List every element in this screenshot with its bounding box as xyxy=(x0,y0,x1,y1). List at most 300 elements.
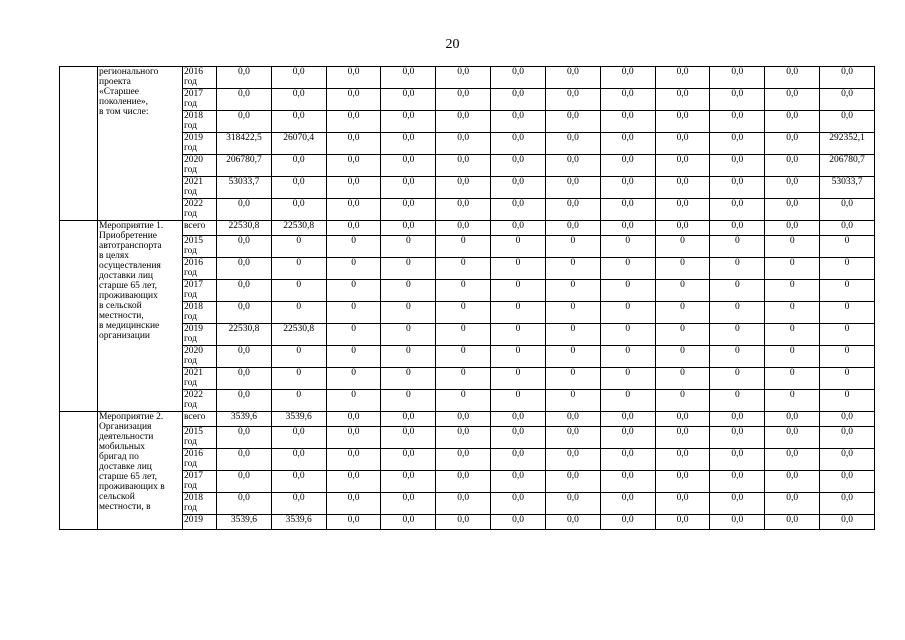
value-cell: 0,0 xyxy=(600,427,655,449)
value-cell: 0,0 xyxy=(436,67,491,89)
value-cell: 0,0 xyxy=(600,89,655,111)
value-cell: 0 xyxy=(655,302,710,324)
year-cell: 2017 год xyxy=(183,280,217,302)
value-cell: 0,0 xyxy=(271,89,326,111)
value-cell: 0,0 xyxy=(545,221,600,236)
value-cell: 0,0 xyxy=(600,493,655,515)
value-cell: 0,0 xyxy=(545,449,600,471)
value-cell: 0 xyxy=(655,346,710,368)
value-cell: 0 xyxy=(765,368,820,390)
value-cell: 0,0 xyxy=(491,199,546,221)
value-cell: 22530,8 xyxy=(217,221,272,236)
value-cell: 0,0 xyxy=(820,515,875,530)
value-cell: 0 xyxy=(655,258,710,280)
value-cell: 0 xyxy=(436,324,491,346)
value-cell: 0,0 xyxy=(326,155,381,177)
value-cell: 0 xyxy=(545,236,600,258)
value-cell: 0 xyxy=(491,324,546,346)
value-cell: 0,0 xyxy=(710,449,765,471)
value-cell: 0,0 xyxy=(710,493,765,515)
table-row xyxy=(60,221,875,236)
value-cell: 0 xyxy=(381,390,436,412)
table-row xyxy=(60,133,875,155)
blank-cell xyxy=(60,67,98,221)
budget-table xyxy=(59,66,875,530)
value-cell: 0,0 xyxy=(600,449,655,471)
value-cell: 0,0 xyxy=(271,493,326,515)
value-cell: 0,0 xyxy=(436,493,491,515)
value-cell: 0,0 xyxy=(436,111,491,133)
value-cell: 0,0 xyxy=(655,449,710,471)
value-cell: 0,0 xyxy=(436,133,491,155)
year-cell: 2017 год xyxy=(183,89,217,111)
value-cell: 0,0 xyxy=(436,155,491,177)
year-cell: 2020 год xyxy=(183,346,217,368)
section-name-line: бригад по xyxy=(99,452,139,462)
value-cell: 0,0 xyxy=(820,221,875,236)
value-cell: 0 xyxy=(545,302,600,324)
value-cell: 0 xyxy=(381,324,436,346)
year-cell: всего xyxy=(183,221,217,236)
value-cell: 0,0 xyxy=(710,133,765,155)
value-cell: 0,0 xyxy=(436,515,491,530)
value-cell: 0 xyxy=(545,258,600,280)
table-row xyxy=(60,471,875,493)
value-cell: 0 xyxy=(271,368,326,390)
value-cell: 0,0 xyxy=(326,221,381,236)
value-cell: 0,0 xyxy=(326,89,381,111)
table-row xyxy=(60,155,875,177)
value-cell: 0 xyxy=(600,236,655,258)
value-cell: 0,0 xyxy=(655,493,710,515)
value-cell: 0 xyxy=(326,346,381,368)
value-cell: 0,0 xyxy=(271,199,326,221)
value-cell: 0 xyxy=(381,236,436,258)
blank-cell xyxy=(60,221,98,412)
value-cell: 0 xyxy=(655,280,710,302)
value-cell: 0 xyxy=(545,368,600,390)
value-cell: 0 xyxy=(820,368,875,390)
value-cell: 0,0 xyxy=(491,133,546,155)
value-cell: 0,0 xyxy=(217,199,272,221)
value-cell: 0 xyxy=(271,346,326,368)
year-cell: 2018 год xyxy=(183,493,217,515)
value-cell: 0,0 xyxy=(545,471,600,493)
table-row xyxy=(60,368,875,390)
section-name-line: проживающих xyxy=(99,291,158,301)
section-name-line: в сельской xyxy=(99,301,142,311)
value-cell: 22530,8 xyxy=(271,324,326,346)
value-cell: 0 xyxy=(436,390,491,412)
value-cell: 3539,6 xyxy=(271,515,326,530)
value-cell: 0 xyxy=(271,280,326,302)
value-cell: 0,0 xyxy=(491,67,546,89)
value-cell: 0,0 xyxy=(710,111,765,133)
value-cell: 0 xyxy=(710,368,765,390)
value-cell: 0,0 xyxy=(655,177,710,199)
value-cell: 0 xyxy=(820,258,875,280)
value-cell: 0 xyxy=(820,236,875,258)
section-name-line: сельской xyxy=(99,492,135,502)
value-cell: 0,0 xyxy=(655,89,710,111)
value-cell: 0,0 xyxy=(436,89,491,111)
value-cell: 0 xyxy=(491,368,546,390)
value-cell: 0,0 xyxy=(765,427,820,449)
value-cell: 0,0 xyxy=(545,155,600,177)
value-cell: 0,0 xyxy=(436,221,491,236)
year-cell: 2017 год xyxy=(183,471,217,493)
value-cell: 0,0 xyxy=(710,515,765,530)
value-cell: 0 xyxy=(765,390,820,412)
value-cell: 0,0 xyxy=(655,471,710,493)
value-cell: 0 xyxy=(655,236,710,258)
table-row xyxy=(60,449,875,471)
value-cell: 0,0 xyxy=(491,221,546,236)
value-cell: 0,0 xyxy=(271,427,326,449)
value-cell: 0,0 xyxy=(655,155,710,177)
value-cell: 0 xyxy=(820,280,875,302)
section-name-line: Мероприятие 2. xyxy=(99,412,164,422)
value-cell: 0,0 xyxy=(655,111,710,133)
value-cell: 0,0 xyxy=(326,449,381,471)
table-row xyxy=(60,493,875,515)
section-name-line: в целях xyxy=(99,251,130,261)
value-cell: 0 xyxy=(326,280,381,302)
value-cell: 0 xyxy=(765,280,820,302)
value-cell: 0,0 xyxy=(217,111,272,133)
value-cell: 0,0 xyxy=(381,177,436,199)
value-cell: 0,0 xyxy=(820,449,875,471)
value-cell: 0,0 xyxy=(600,133,655,155)
table-row xyxy=(60,390,875,412)
year-cell: всего xyxy=(183,412,217,427)
value-cell: 0,0 xyxy=(765,133,820,155)
value-cell: 0,0 xyxy=(600,155,655,177)
value-cell: 0,0 xyxy=(545,89,600,111)
value-cell: 0,0 xyxy=(326,471,381,493)
value-cell: 0 xyxy=(491,280,546,302)
value-cell: 0,0 xyxy=(600,221,655,236)
value-cell: 0,0 xyxy=(217,449,272,471)
value-cell: 0,0 xyxy=(765,67,820,89)
value-cell: 0,0 xyxy=(217,280,272,302)
value-cell: 0 xyxy=(710,236,765,258)
value-cell: 0,0 xyxy=(491,177,546,199)
value-cell: 0,0 xyxy=(491,471,546,493)
value-cell: 0 xyxy=(655,368,710,390)
year-cell: 2016 год xyxy=(183,67,217,89)
value-cell: 3539,6 xyxy=(217,515,272,530)
value-cell: 0,0 xyxy=(600,199,655,221)
value-cell: 0,0 xyxy=(381,89,436,111)
value-cell: 0,0 xyxy=(217,258,272,280)
value-cell: 0,0 xyxy=(710,412,765,427)
value-cell: 0,0 xyxy=(217,427,272,449)
year-cell: 2020 год xyxy=(183,155,217,177)
value-cell: 0 xyxy=(326,390,381,412)
section-name-cell xyxy=(98,221,183,412)
year-cell: 2021 год xyxy=(183,177,217,199)
value-cell: 0,0 xyxy=(217,368,272,390)
value-cell: 0,0 xyxy=(545,493,600,515)
value-cell: 0,0 xyxy=(381,515,436,530)
value-cell: 0,0 xyxy=(655,412,710,427)
section-name-line: в том числе: xyxy=(99,107,149,117)
value-cell: 0,0 xyxy=(436,449,491,471)
section-name-line: Приобретение xyxy=(99,231,157,241)
section-name-line: автотранспорта xyxy=(99,241,162,251)
value-cell: 3539,6 xyxy=(217,412,272,427)
value-cell: 0,0 xyxy=(545,67,600,89)
year-cell: 2021 год xyxy=(183,368,217,390)
section-name-line: поколение», xyxy=(99,97,149,107)
value-cell: 0 xyxy=(600,368,655,390)
value-cell: 0,0 xyxy=(217,236,272,258)
section-name-line: в медицинские xyxy=(99,321,160,331)
value-cell: 53033,7 xyxy=(217,177,272,199)
value-cell: 0 xyxy=(381,302,436,324)
section-name-line: Мероприятие 1. xyxy=(99,221,164,231)
table-row xyxy=(60,280,875,302)
year-cell: 2016 год xyxy=(183,449,217,471)
year-cell: 2022 год xyxy=(183,199,217,221)
value-cell: 0,0 xyxy=(217,302,272,324)
value-cell: 0 xyxy=(381,346,436,368)
value-cell: 0,0 xyxy=(600,471,655,493)
value-cell: 0,0 xyxy=(436,199,491,221)
value-cell: 0,0 xyxy=(217,493,272,515)
value-cell: 0,0 xyxy=(710,471,765,493)
value-cell: 0,0 xyxy=(820,111,875,133)
section-name-line: доставке лиц xyxy=(99,462,152,472)
value-cell: 0,0 xyxy=(655,515,710,530)
value-cell: 0 xyxy=(820,390,875,412)
value-cell: 0,0 xyxy=(381,111,436,133)
value-cell: 0,0 xyxy=(820,427,875,449)
table-row xyxy=(60,199,875,221)
value-cell: 0,0 xyxy=(710,427,765,449)
value-cell: 206780,7 xyxy=(820,155,875,177)
year-cell: 2019 xyxy=(183,515,217,530)
value-cell: 0,0 xyxy=(600,177,655,199)
value-cell: 0,0 xyxy=(545,427,600,449)
value-cell: 0,0 xyxy=(326,177,381,199)
value-cell: 0,0 xyxy=(655,133,710,155)
value-cell: 0 xyxy=(436,236,491,258)
value-cell: 0,0 xyxy=(710,89,765,111)
value-cell: 0,0 xyxy=(600,67,655,89)
value-cell: 0 xyxy=(600,390,655,412)
value-cell: 0,0 xyxy=(765,515,820,530)
value-cell: 0,0 xyxy=(655,427,710,449)
value-cell: 292352,1 xyxy=(820,133,875,155)
value-cell: 0,0 xyxy=(491,427,546,449)
value-cell: 0,0 xyxy=(491,515,546,530)
value-cell: 0,0 xyxy=(381,412,436,427)
year-cell: 2015 год xyxy=(183,427,217,449)
value-cell: 0 xyxy=(710,324,765,346)
value-cell: 0,0 xyxy=(271,155,326,177)
value-cell: 0,0 xyxy=(381,133,436,155)
value-cell: 0,0 xyxy=(381,427,436,449)
value-cell: 0,0 xyxy=(381,221,436,236)
value-cell: 0 xyxy=(491,302,546,324)
value-cell: 0,0 xyxy=(710,67,765,89)
value-cell: 0 xyxy=(491,258,546,280)
value-cell: 206780,7 xyxy=(217,155,272,177)
table-row xyxy=(60,324,875,346)
value-cell: 0,0 xyxy=(545,111,600,133)
section-name-line: регионального xyxy=(99,67,159,77)
year-cell: 2018 год xyxy=(183,302,217,324)
table-row xyxy=(60,302,875,324)
value-cell: 0,0 xyxy=(217,471,272,493)
value-cell: 0,0 xyxy=(710,221,765,236)
value-cell: 0,0 xyxy=(820,67,875,89)
value-cell: 0,0 xyxy=(600,412,655,427)
value-cell: 22530,8 xyxy=(217,324,272,346)
value-cell: 0 xyxy=(491,390,546,412)
value-cell: 0,0 xyxy=(655,199,710,221)
value-cell: 0,0 xyxy=(326,67,381,89)
table-row xyxy=(60,412,875,427)
value-cell: 0,0 xyxy=(381,155,436,177)
value-cell: 0,0 xyxy=(271,177,326,199)
section-name-line: доставки лиц xyxy=(99,271,153,281)
value-cell: 0 xyxy=(655,390,710,412)
section-name-cell xyxy=(98,412,183,530)
value-cell: 0,0 xyxy=(271,471,326,493)
value-cell: 0,0 xyxy=(545,133,600,155)
value-cell: 0 xyxy=(600,302,655,324)
year-cell: 2019 год xyxy=(183,133,217,155)
table-row xyxy=(60,258,875,280)
value-cell: 0,0 xyxy=(436,177,491,199)
value-cell: 0 xyxy=(326,302,381,324)
section-name-cell xyxy=(98,67,183,221)
section-name-line: проекта xyxy=(99,77,131,87)
value-cell: 0 xyxy=(326,368,381,390)
value-cell: 0,0 xyxy=(436,427,491,449)
year-cell: 2019 год xyxy=(183,324,217,346)
value-cell: 0,0 xyxy=(655,221,710,236)
value-cell: 0,0 xyxy=(545,199,600,221)
value-cell: 0 xyxy=(545,346,600,368)
section-name-line: Организация xyxy=(99,422,152,432)
value-cell: 0,0 xyxy=(820,493,875,515)
section-name-line: осуществления xyxy=(99,261,161,271)
value-cell: 0,0 xyxy=(765,471,820,493)
value-cell: 53033,7 xyxy=(820,177,875,199)
value-cell: 0 xyxy=(600,346,655,368)
value-cell: 0,0 xyxy=(326,111,381,133)
value-cell: 0,0 xyxy=(271,67,326,89)
value-cell: 0 xyxy=(326,236,381,258)
table-row xyxy=(60,515,875,530)
value-cell: 0 xyxy=(271,302,326,324)
value-cell: 0 xyxy=(381,258,436,280)
value-cell: 0,0 xyxy=(381,67,436,89)
value-cell: 0,0 xyxy=(381,199,436,221)
page-number: 20 xyxy=(445,37,460,52)
value-cell: 0,0 xyxy=(765,493,820,515)
year-cell: 2022 год xyxy=(183,390,217,412)
value-cell: 0,0 xyxy=(436,471,491,493)
table-row xyxy=(60,177,875,199)
value-cell: 0,0 xyxy=(765,177,820,199)
year-cell: 2016 год xyxy=(183,258,217,280)
table-row xyxy=(60,236,875,258)
value-cell: 0,0 xyxy=(765,111,820,133)
value-cell: 0 xyxy=(710,258,765,280)
value-cell: 0,0 xyxy=(820,199,875,221)
value-cell: 0,0 xyxy=(820,89,875,111)
value-cell: 318422,5 xyxy=(217,133,272,155)
value-cell: 0 xyxy=(765,236,820,258)
value-cell: 0,0 xyxy=(217,67,272,89)
value-cell: 0,0 xyxy=(491,493,546,515)
value-cell: 0,0 xyxy=(765,89,820,111)
value-cell: 0,0 xyxy=(381,471,436,493)
table-row xyxy=(60,67,875,89)
table-row xyxy=(60,346,875,368)
value-cell: 0 xyxy=(271,236,326,258)
value-cell: 26070,4 xyxy=(271,133,326,155)
value-cell: 0 xyxy=(545,280,600,302)
value-cell: 0 xyxy=(655,324,710,346)
value-cell: 0,0 xyxy=(710,155,765,177)
value-cell: 3539,6 xyxy=(271,412,326,427)
value-cell: 0 xyxy=(600,280,655,302)
section-name-line: местности, в xyxy=(99,502,151,512)
value-cell: 0 xyxy=(436,346,491,368)
value-cell: 0,0 xyxy=(326,412,381,427)
value-cell: 0 xyxy=(765,346,820,368)
value-cell: 0 xyxy=(820,346,875,368)
value-cell: 0,0 xyxy=(545,515,600,530)
value-cell: 0,0 xyxy=(820,412,875,427)
value-cell: 0 xyxy=(491,236,546,258)
value-cell: 0 xyxy=(710,390,765,412)
value-cell: 0,0 xyxy=(217,89,272,111)
value-cell: 0,0 xyxy=(491,449,546,471)
section-name-line: «Старшее xyxy=(99,87,139,97)
value-cell: 0,0 xyxy=(765,221,820,236)
value-cell: 0 xyxy=(436,368,491,390)
value-cell: 0,0 xyxy=(326,133,381,155)
value-cell: 0,0 xyxy=(326,515,381,530)
value-cell: 0,0 xyxy=(600,111,655,133)
blank-cell xyxy=(60,412,98,530)
section-name-line: местности, xyxy=(99,311,144,321)
value-cell: 0 xyxy=(710,280,765,302)
value-cell: 0 xyxy=(271,258,326,280)
value-cell: 0,0 xyxy=(217,346,272,368)
value-cell: 0,0 xyxy=(765,412,820,427)
value-cell: 0 xyxy=(326,324,381,346)
value-cell: 0 xyxy=(710,302,765,324)
value-cell: 0,0 xyxy=(217,390,272,412)
value-cell: 0 xyxy=(820,302,875,324)
value-cell: 0,0 xyxy=(600,515,655,530)
value-cell: 0 xyxy=(600,324,655,346)
year-cell: 2015 год xyxy=(183,236,217,258)
section-name-line: организации xyxy=(99,331,151,341)
value-cell: 0,0 xyxy=(765,449,820,471)
value-cell: 0 xyxy=(436,302,491,324)
value-cell: 0,0 xyxy=(655,67,710,89)
value-cell: 0,0 xyxy=(710,177,765,199)
